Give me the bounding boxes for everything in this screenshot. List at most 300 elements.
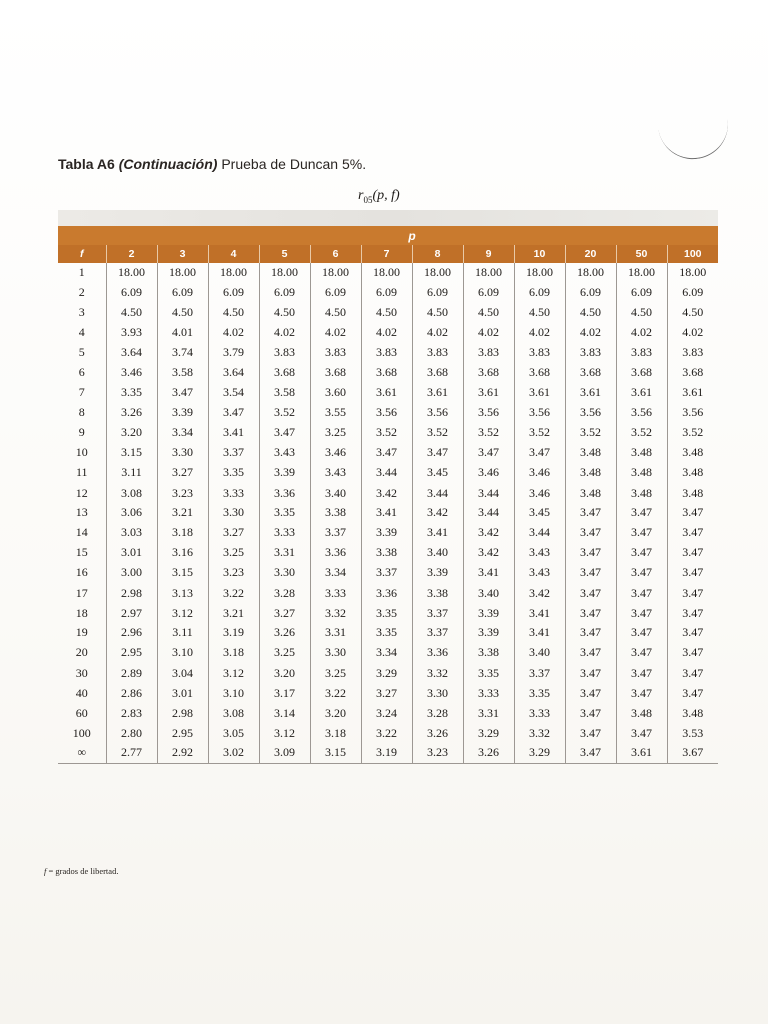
table-cell: 3.47 xyxy=(616,583,667,603)
table-cell: 3.52 xyxy=(259,403,310,423)
table-cell: 3.83 xyxy=(361,342,412,362)
table-cell: 6.09 xyxy=(208,283,259,303)
table-cell: 3.18 xyxy=(310,723,361,743)
table-cell: 3.47 xyxy=(667,543,718,563)
table-row xyxy=(58,383,718,403)
table-row xyxy=(58,543,718,563)
table-cell: 3.68 xyxy=(412,362,463,383)
table-cell: 3.21 xyxy=(157,503,208,523)
table-cell: 3.40 xyxy=(514,643,565,663)
table-cell: 4.50 xyxy=(310,303,361,323)
table-cell: 3.83 xyxy=(514,342,565,362)
table-cell: 3.53 xyxy=(667,723,718,743)
table-cell: 2.86 xyxy=(106,684,157,704)
row-f-label: 19 xyxy=(75,625,88,640)
table-cell: 3.47 xyxy=(616,503,667,523)
table-cell: 6.09 xyxy=(106,283,157,303)
row-f-label: 13 xyxy=(75,505,88,520)
table-cell: 3.09 xyxy=(259,743,310,763)
table-cell: 3.47 xyxy=(565,562,616,583)
table-cell: 3.47 xyxy=(616,523,667,543)
table-cell: 4.50 xyxy=(463,303,514,323)
table-cell: 6.09 xyxy=(616,283,667,303)
table-cell: 3.36 xyxy=(259,483,310,503)
table-cell: 3.11 xyxy=(106,462,157,483)
table-cell: 3.83 xyxy=(310,342,361,362)
table-cell: 3.47 xyxy=(616,684,667,704)
table-cell: 3.01 xyxy=(106,543,157,563)
column-header: 10 xyxy=(514,245,565,263)
table-row xyxy=(58,483,718,503)
table-number: Tabla A6 xyxy=(58,156,115,172)
table-cell: 3.61 xyxy=(565,383,616,403)
table-cell: 4.02 xyxy=(412,322,463,342)
table-cell: 3.47 xyxy=(616,603,667,623)
table-cell: 3.02 xyxy=(208,743,259,763)
table-cell: 3.58 xyxy=(259,383,310,403)
table-cell: 3.61 xyxy=(616,383,667,403)
table-cell: 3.41 xyxy=(361,503,412,523)
table-row xyxy=(58,322,718,342)
table-cell: 3.39 xyxy=(157,403,208,423)
table-cell: 3.34 xyxy=(310,562,361,583)
table-cell: 3.31 xyxy=(310,623,361,643)
table-cell: 3.47 xyxy=(565,643,616,663)
table-row xyxy=(58,623,718,643)
table-cell: 4.02 xyxy=(208,322,259,342)
table-cell: 3.36 xyxy=(412,643,463,663)
column-header: 8 xyxy=(412,245,463,263)
table-cell: 3.43 xyxy=(259,442,310,462)
table-row xyxy=(58,723,718,743)
table-cell: 4.02 xyxy=(310,322,361,342)
table-cell: 3.27 xyxy=(157,462,208,483)
page-curl-mark xyxy=(657,113,732,163)
table-cell: 3.47 xyxy=(565,723,616,743)
table-cell: 6.09 xyxy=(667,283,718,303)
table-cell: 3.25 xyxy=(208,543,259,563)
row-f-label: 9 xyxy=(78,424,85,439)
table-cell: 3.22 xyxy=(361,723,412,743)
row-f-label: 3 xyxy=(78,304,85,319)
table-cell: 3.26 xyxy=(259,623,310,643)
table-cell: 2.95 xyxy=(106,643,157,663)
table-cell: 3.30 xyxy=(157,442,208,462)
table-cell: 18.00 xyxy=(259,263,310,283)
table-cell: 3.39 xyxy=(463,603,514,623)
table-row xyxy=(58,342,718,362)
table-cell: 3.68 xyxy=(310,362,361,383)
table-cell: 3.30 xyxy=(259,562,310,583)
table-cell: 3.47 xyxy=(259,423,310,443)
table-row xyxy=(58,263,718,283)
row-f-label: 100 xyxy=(72,725,91,740)
table-cell: 3.45 xyxy=(514,503,565,523)
table-cell: 3.52 xyxy=(667,423,718,443)
table-row xyxy=(58,562,718,583)
table-cell: 4.02 xyxy=(361,322,412,342)
table-cell: 3.13 xyxy=(157,583,208,603)
row-f-label: 60 xyxy=(75,705,88,720)
table-cell: 3.83 xyxy=(463,342,514,362)
table-cell: 3.42 xyxy=(514,583,565,603)
row-f-label: ∞ xyxy=(58,743,106,763)
table-cell: 18.00 xyxy=(412,263,463,283)
table-row xyxy=(58,303,718,323)
table-cell: 3.47 xyxy=(667,503,718,523)
table-cell: 3.26 xyxy=(412,723,463,743)
table-cell: 3.47 xyxy=(616,723,667,743)
table-cell: 3.37 xyxy=(361,562,412,583)
table-cell: 4.50 xyxy=(106,303,157,323)
table-cell: 3.20 xyxy=(106,423,157,443)
table-cell: 3.26 xyxy=(106,403,157,423)
table-row xyxy=(58,523,718,543)
table-cell: 3.24 xyxy=(361,703,412,723)
table-cell: 4.50 xyxy=(361,303,412,323)
table-cell: 3.47 xyxy=(565,543,616,563)
column-header: 9 xyxy=(463,245,514,263)
table-cell: 3.48 xyxy=(565,483,616,503)
row-f-label: 5 xyxy=(78,344,85,359)
table-cell: 3.27 xyxy=(259,603,310,623)
table-cell: 3.33 xyxy=(259,523,310,543)
table-cell: 3.38 xyxy=(361,543,412,563)
table-cell: 3.32 xyxy=(412,663,463,684)
row-f-label: 16 xyxy=(75,565,88,580)
table-cell: 3.52 xyxy=(514,423,565,443)
table-cell: 3.19 xyxy=(361,743,412,763)
table-row xyxy=(58,462,718,483)
table-row xyxy=(58,362,718,383)
table-cell: 3.61 xyxy=(514,383,565,403)
table-cell: 3.56 xyxy=(616,403,667,423)
table-cell: 3.40 xyxy=(412,543,463,563)
table-cell: 4.50 xyxy=(157,303,208,323)
row-f-label: 8 xyxy=(78,405,85,420)
table-body xyxy=(58,263,718,763)
column-header: 6 xyxy=(310,245,361,263)
table-cell: 3.47 xyxy=(565,603,616,623)
table-cell: 3.56 xyxy=(463,403,514,423)
table-top-shade xyxy=(58,210,718,226)
table-cell: 4.50 xyxy=(514,303,565,323)
table-cell: 3.10 xyxy=(208,684,259,704)
table-cell: 3.32 xyxy=(310,603,361,623)
table-cell: 3.35 xyxy=(361,603,412,623)
table-cell: 3.22 xyxy=(208,583,259,603)
table-row xyxy=(58,583,718,603)
table-cell: 3.52 xyxy=(565,423,616,443)
table-cell: 3.37 xyxy=(208,442,259,462)
table-cell: 3.32 xyxy=(514,723,565,743)
table-cell: 18.00 xyxy=(463,263,514,283)
table-cell: 4.02 xyxy=(514,322,565,342)
table-cell: 3.48 xyxy=(667,483,718,503)
table-cell: 3.52 xyxy=(463,423,514,443)
row-f-label: 4 xyxy=(78,324,85,339)
table-cell: 3.47 xyxy=(616,543,667,563)
table-cell: 4.02 xyxy=(616,322,667,342)
table-cell: 3.68 xyxy=(667,362,718,383)
table-cell: 3.74 xyxy=(157,342,208,362)
table-cell: 3.48 xyxy=(565,462,616,483)
table-cell: 3.44 xyxy=(514,523,565,543)
table-row xyxy=(58,423,718,443)
table-cell: 3.27 xyxy=(208,523,259,543)
row-f-label: 15 xyxy=(75,544,88,559)
row-f-label: 10 xyxy=(75,444,88,459)
table-cell: 3.19 xyxy=(208,623,259,643)
row-f-label: 2 xyxy=(78,285,85,300)
row-f-label: 7 xyxy=(78,385,85,400)
table-cell: 4.50 xyxy=(259,303,310,323)
table-row xyxy=(58,403,718,423)
column-header: 3 xyxy=(157,245,208,263)
footnote-symbol: f xyxy=(44,866,47,876)
footnote xyxy=(44,866,118,876)
table-cell: 2.98 xyxy=(157,703,208,723)
table-cell: 3.30 xyxy=(412,684,463,704)
header-row-columns xyxy=(58,245,718,263)
table-cell: 3.41 xyxy=(514,623,565,643)
table-cell: 2.96 xyxy=(106,623,157,643)
table-cell: 3.48 xyxy=(565,442,616,462)
table-cell: 3.47 xyxy=(667,643,718,663)
table-cell: 3.46 xyxy=(514,483,565,503)
table-cell: 3.23 xyxy=(157,483,208,503)
table-cell: 3.48 xyxy=(667,462,718,483)
row-f-label: 12 xyxy=(75,485,88,500)
table-cell: 3.52 xyxy=(361,423,412,443)
table-cell: 3.14 xyxy=(259,703,310,723)
table-cell: 3.58 xyxy=(157,362,208,383)
table-row xyxy=(58,283,718,303)
table-cell: 3.41 xyxy=(463,562,514,583)
table-cell: 3.35 xyxy=(208,462,259,483)
table-cell: 3.47 xyxy=(667,684,718,704)
table-cell: 18.00 xyxy=(616,263,667,283)
table-cell: 3.47 xyxy=(565,583,616,603)
table-cell: 3.56 xyxy=(667,403,718,423)
table-cell: 3.83 xyxy=(412,342,463,362)
table-cell: 3.48 xyxy=(616,462,667,483)
table-cell: 3.35 xyxy=(514,684,565,704)
table-cell: 2.77 xyxy=(106,743,157,763)
table-cell: 3.83 xyxy=(259,342,310,362)
table-cell: 3.05 xyxy=(208,723,259,743)
table-cell: 3.12 xyxy=(259,723,310,743)
footnote-text: = grados de libertad. xyxy=(46,866,119,876)
row-f-label: 14 xyxy=(75,525,88,540)
table-cell: 3.16 xyxy=(157,543,208,563)
table-cell: 3.48 xyxy=(616,442,667,462)
table-cell: 3.29 xyxy=(514,743,565,763)
table-cell: 3.38 xyxy=(310,503,361,523)
table-cell: 3.47 xyxy=(565,703,616,723)
table-cell: 3.38 xyxy=(463,643,514,663)
table-cell: 3.54 xyxy=(208,383,259,403)
table-cell: 3.42 xyxy=(412,503,463,523)
table-cell: 3.33 xyxy=(514,703,565,723)
table-cell: 3.64 xyxy=(208,362,259,383)
table-cell: 3.52 xyxy=(412,423,463,443)
table-cell: 18.00 xyxy=(310,263,361,283)
row-f-label: 30 xyxy=(75,665,88,680)
table-cell: 4.02 xyxy=(565,322,616,342)
table-cell: 3.46 xyxy=(106,362,157,383)
table-cell: 6.09 xyxy=(463,283,514,303)
table-cell: 3.56 xyxy=(361,403,412,423)
table-cell: 3.48 xyxy=(616,483,667,503)
table-cell: 3.10 xyxy=(157,643,208,663)
column-header: 20 xyxy=(565,245,616,263)
table-cell: 3.68 xyxy=(616,362,667,383)
table-cell: 3.35 xyxy=(259,503,310,523)
table-cell: 3.47 xyxy=(667,663,718,684)
table-cell: 3.31 xyxy=(463,703,514,723)
table-cell: 3.25 xyxy=(259,643,310,663)
table-cell: 3.33 xyxy=(310,583,361,603)
table-cell: 3.33 xyxy=(208,483,259,503)
table-cell: 4.50 xyxy=(667,303,718,323)
table-cell: 3.18 xyxy=(157,523,208,543)
table-cell: 18.00 xyxy=(514,263,565,283)
table-row xyxy=(58,743,718,763)
table-cell: 3.20 xyxy=(259,663,310,684)
table-cell: 3.34 xyxy=(157,423,208,443)
table-cell: 3.93 xyxy=(106,322,157,342)
table-cell: 4.50 xyxy=(412,303,463,323)
table-cell: 4.02 xyxy=(259,322,310,342)
statistic-args: (p, f) xyxy=(372,188,400,203)
table-cell: 3.52 xyxy=(616,423,667,443)
table-cell: 3.61 xyxy=(361,383,412,403)
table-cell: 3.45 xyxy=(412,462,463,483)
table-cell: 3.37 xyxy=(412,623,463,643)
table-cell: 3.08 xyxy=(208,703,259,723)
table-cell: 3.39 xyxy=(412,562,463,583)
table-cell: 3.43 xyxy=(310,462,361,483)
table-cell: 3.44 xyxy=(463,483,514,503)
table-cell: 18.00 xyxy=(361,263,412,283)
table-cell: 3.83 xyxy=(565,342,616,362)
table-cell: 3.47 xyxy=(463,442,514,462)
row-f-label: 1 xyxy=(78,265,85,280)
column-header: 100 xyxy=(667,245,718,263)
table-cell: 3.41 xyxy=(514,603,565,623)
table-cell: 3.68 xyxy=(463,362,514,383)
table-cell: 3.15 xyxy=(106,442,157,462)
table-cell: 3.25 xyxy=(310,663,361,684)
table-cell: 3.64 xyxy=(106,342,157,362)
table-cell: 3.44 xyxy=(463,503,514,523)
table-cell: 3.47 xyxy=(667,603,718,623)
row-f-label: 17 xyxy=(75,585,88,600)
table-cell: 3.61 xyxy=(616,743,667,763)
table-cell: 3.39 xyxy=(463,623,514,643)
table-cell: 3.47 xyxy=(667,583,718,603)
table-cell: 3.47 xyxy=(667,523,718,543)
table-cell: 3.47 xyxy=(157,383,208,403)
table-cell: 3.43 xyxy=(514,543,565,563)
table-cell: 3.17 xyxy=(259,684,310,704)
table-cell: 4.50 xyxy=(565,303,616,323)
table-cell: 3.60 xyxy=(310,383,361,403)
table-cell: 3.34 xyxy=(361,643,412,663)
table-cell: 3.44 xyxy=(412,483,463,503)
table-cell: 3.47 xyxy=(565,623,616,643)
table-cell: 3.33 xyxy=(463,684,514,704)
table-cell: 3.46 xyxy=(463,462,514,483)
table-cell: 2.92 xyxy=(157,743,208,763)
table-cell: 3.47 xyxy=(616,643,667,663)
table-cell: 3.47 xyxy=(616,562,667,583)
table-cell: 3.36 xyxy=(361,583,412,603)
table-cell: 3.36 xyxy=(310,543,361,563)
table-cell: 3.39 xyxy=(361,523,412,543)
table-cell: 2.83 xyxy=(106,703,157,723)
table-cell: 3.29 xyxy=(361,663,412,684)
table-row xyxy=(58,442,718,462)
table-cell: 3.35 xyxy=(361,623,412,643)
table-cell: 3.15 xyxy=(157,562,208,583)
table-cell: 6.09 xyxy=(310,283,361,303)
table-cell: 4.50 xyxy=(208,303,259,323)
table-cell: 3.47 xyxy=(565,743,616,763)
table-title xyxy=(58,156,366,172)
table-cell: 18.00 xyxy=(667,263,718,283)
table-cell: 4.02 xyxy=(463,322,514,342)
statistic-label xyxy=(358,188,400,205)
table-cell: 18.00 xyxy=(106,263,157,283)
table-cell: 3.43 xyxy=(514,562,565,583)
table-cell: 3.68 xyxy=(361,362,412,383)
row-f-label: 40 xyxy=(75,685,88,700)
table-cell: 3.40 xyxy=(310,483,361,503)
table-cell: 3.42 xyxy=(463,543,514,563)
column-header: 7 xyxy=(361,245,412,263)
table-cell: 3.56 xyxy=(412,403,463,423)
column-header: 5 xyxy=(259,245,310,263)
table-cell: 3.47 xyxy=(616,623,667,643)
table-cell: 3.37 xyxy=(514,663,565,684)
table-cell: 3.61 xyxy=(667,383,718,403)
table-cell: 3.41 xyxy=(208,423,259,443)
table-cell: 3.47 xyxy=(361,442,412,462)
table-cell: 3.11 xyxy=(157,623,208,643)
table-cell: 3.18 xyxy=(208,643,259,663)
table-cell: 3.56 xyxy=(514,403,565,423)
table-cell: 3.03 xyxy=(106,523,157,543)
table-cell: 3.61 xyxy=(463,383,514,403)
table-row xyxy=(58,603,718,623)
header-corner xyxy=(58,226,106,245)
column-header: 4 xyxy=(208,245,259,263)
table-row xyxy=(58,663,718,684)
table-cell: 3.12 xyxy=(208,663,259,684)
table-cell: 2.97 xyxy=(106,603,157,623)
table-cell: 3.20 xyxy=(310,703,361,723)
table-cell: 6.09 xyxy=(514,283,565,303)
table-cell: 3.22 xyxy=(310,684,361,704)
table-cell: 18.00 xyxy=(565,263,616,283)
table-cell: 3.26 xyxy=(463,743,514,763)
table-cell: 3.21 xyxy=(208,603,259,623)
table-cell: 6.09 xyxy=(259,283,310,303)
statistic-symbol: r xyxy=(358,188,364,203)
table-cell: 3.47 xyxy=(208,403,259,423)
